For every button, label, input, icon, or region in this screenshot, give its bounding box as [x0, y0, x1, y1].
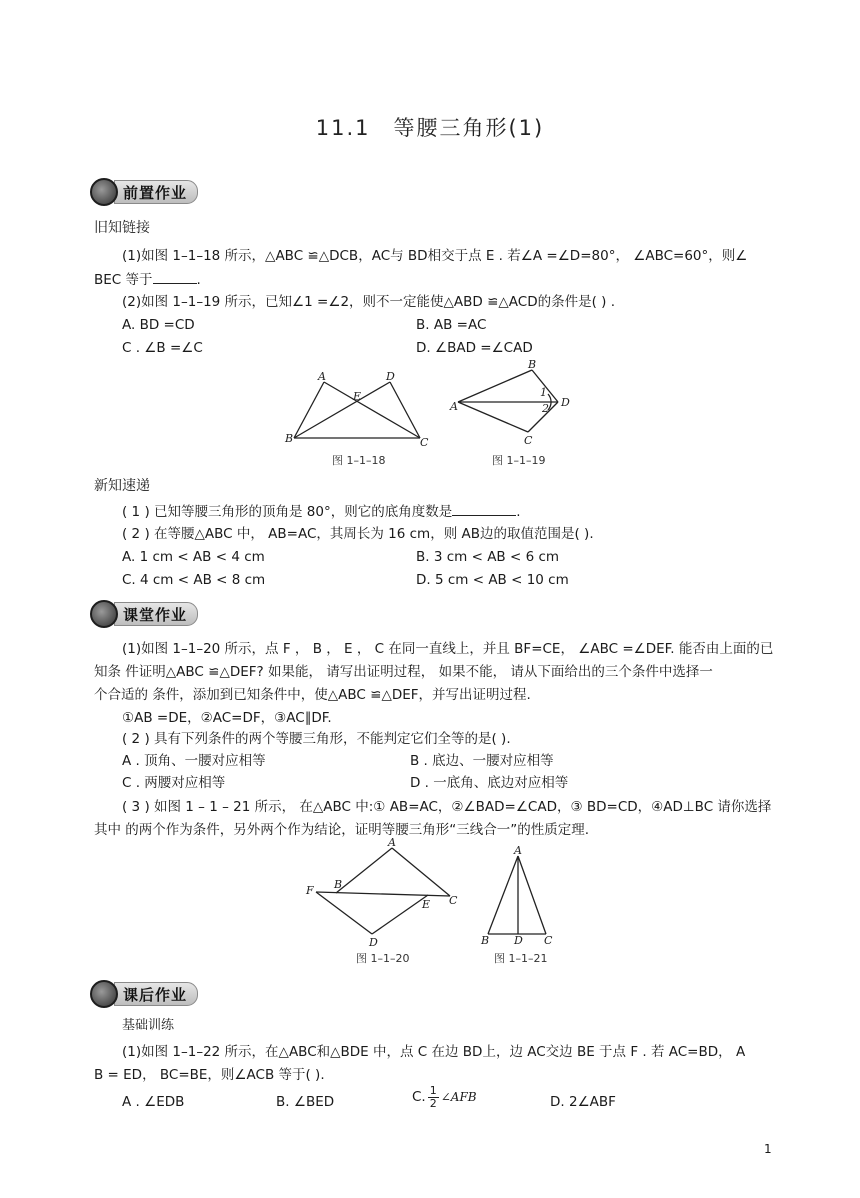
class-q1-line3: 个合适的 条件，添加到已知条件中，使△ABC ≌△DEF，并写出证明过程.: [94, 687, 531, 703]
class-q2-option-d: D . 一底角、底边对应相等: [410, 775, 569, 791]
fig19-label-b: B: [528, 358, 537, 371]
fraction-numerator: 1: [429, 1083, 437, 1097]
fig18-label-a: A: [318, 370, 326, 383]
new-q1-end: .: [516, 504, 521, 520]
class-q2-option-a: A . 顶角、一腰对应相等: [122, 753, 266, 769]
pre-q2-option-a: A. BD =CD: [122, 317, 195, 333]
fig20-label-c: C: [449, 894, 458, 907]
fig20-caption: 图 1–1–20: [356, 952, 410, 965]
pre-q1-line1: (1)如图 1–1–18 所示，△ABC ≌△DCB，AC与 BD相交于点 E . 若∠A =∠D=80°， ∠ABC=60°，则∠: [122, 248, 748, 264]
pre-q1-line2: [94, 269, 201, 290]
post-work-badge: [90, 980, 198, 1008]
new-knowledge-heading: 新知速递: [94, 478, 150, 494]
figure-1-1-18: [282, 366, 432, 450]
basic-training-heading: 基础训练: [122, 1018, 175, 1033]
pre-q2-option-b: B. AB =AC: [416, 317, 487, 333]
class-work-label: 课堂作业: [114, 602, 198, 626]
fig18-label-b: B: [285, 432, 294, 445]
class-q1-conditions: ①AB =DE，②AC=DF，③AC∥DF.: [122, 710, 332, 726]
post-q1-option-a: A . ∠EDB: [122, 1094, 185, 1110]
runner-circle-icon: [90, 980, 118, 1008]
pen-circle-icon: [90, 178, 118, 206]
answer-blank: [153, 269, 197, 284]
class-q3-line1: ( 3 ) 如图 1 – 1 – 21 所示， 在△ABC 中:① AB=AC，②∠BAD=∠CAD，③ BD=CD，④AD⊥BC 请你选择: [122, 799, 772, 815]
fig21-caption: 图 1–1–21: [494, 952, 548, 965]
post-q1-option-b: B. ∠BED: [276, 1094, 335, 1110]
post-q1-line2: B = ED， BC=BE，则∠ACB 等于( ).: [94, 1067, 325, 1083]
class-q2-option-c: C . 两腰对应相等: [122, 775, 226, 791]
one-half-fraction: [428, 1085, 439, 1110]
new-q2-option-c: C. 4 cm < AB < 8 cm: [122, 572, 266, 588]
answer-blank: [452, 501, 516, 516]
fig20-label-d: D: [369, 936, 378, 948]
class-q3-line2: 其中 的两个作为条件，另外两个作为结论，证明等腰三角形“三线合一”的性质定理.: [94, 822, 590, 838]
new-q2: ( 2 ) 在等腰△ABC 中， AB=AC，其周长为 16 cm，则 AB边的取值范围是( ).: [122, 526, 594, 542]
class-q2: ( 2 ) 具有下列条件的两个等腰三角形，不能判定它们全等的是( ).: [122, 731, 511, 747]
fig21-label-b: B: [481, 934, 490, 947]
fig18-caption: 图 1–1–18: [332, 454, 386, 467]
fraction-denominator: 2: [429, 1096, 437, 1110]
page-title: 11.1 等腰三角形(1): [315, 116, 545, 140]
fig18-label-c: C: [420, 436, 429, 449]
fig20-label-e: E: [422, 898, 431, 911]
fig18-label-e: E: [353, 390, 362, 403]
post-q1-option-c-label: C.: [412, 1089, 426, 1105]
pre-q1-line2-text: BEC 等于: [94, 272, 153, 288]
fig19-label-d: D: [561, 396, 570, 409]
post-q1-line1: (1)如图 1–1–22 所示，在△ABC和△BDE 中，点 C 在边 BD上，边 AC交边 BE 于点 F . 若 AC=BD， A: [122, 1044, 746, 1060]
pre-q2: (2)如图 1–1–19 所示，已知∠1 =∠2，则不一定能使△ABD ≌△ACD的条件是( ) .: [122, 294, 616, 310]
fig20-label-f: F: [306, 884, 314, 897]
new-q1-text: ( 1 ) 已知等腰三角形的顶角是 80°，则它的底角度数是: [122, 504, 453, 520]
fig19-label-2: 2: [542, 402, 549, 415]
old-knowledge-heading: 旧知链接: [94, 220, 150, 236]
fig19-caption: 图 1–1–19: [492, 454, 546, 467]
page-number: 1: [764, 1142, 772, 1156]
post-q1-option-d: D. 2∠ABF: [550, 1094, 616, 1110]
class-q1-line2: 知条 件证明△ABC ≌△DEF? 如果能， 请写出证明过程， 如果不能， 请从下面给出的三个条件中选择一: [94, 664, 713, 680]
pre-q1-end: .: [196, 272, 201, 288]
fig19-label-a: A: [450, 400, 458, 413]
class-work-badge: [90, 600, 198, 628]
pre-q2-option-c: C . ∠B =∠C: [122, 340, 203, 356]
fig19-label-1: 1: [540, 386, 547, 399]
fig20-label-b: B: [334, 878, 343, 891]
class-q2-option-b: B . 底边、一腰对应相等: [410, 753, 554, 769]
fig21-label-d: D: [514, 934, 523, 947]
post-work-label: 课后作业: [114, 982, 198, 1006]
figure-1-1-19: [448, 358, 578, 452]
fig19-label-c: C: [524, 434, 533, 447]
new-q2-option-a: A. 1 cm < AB < 4 cm: [122, 549, 265, 565]
post-q1-option-c: [412, 1082, 477, 1112]
fig18-label-d: D: [386, 370, 395, 383]
new-q1: [122, 501, 521, 522]
figure-1-1-20: [300, 836, 464, 948]
fig21-label-c: C: [544, 934, 553, 947]
play-circle-icon: [90, 600, 118, 628]
fig21-label-a: A: [514, 844, 522, 857]
class-q1-line1: (1)如图 1–1–20 所示，点 F ， B ， E ， C 在同一直线上，并且 BF=CE， ∠ABC =∠DEF. 能否由上面的已: [122, 641, 774, 657]
fraction-angle: ∠AFB: [440, 1090, 477, 1104]
new-q2-option-d: D. 5 cm < AB < 10 cm: [416, 572, 569, 588]
pre-work-label: 前置作业: [114, 180, 198, 204]
figure-1-1-21: [478, 844, 558, 948]
pre-q2-option-d: D. ∠BAD =∠CAD: [416, 340, 533, 356]
pre-work-badge: [90, 178, 198, 206]
fig20-label-a: A: [388, 836, 396, 849]
new-q2-option-b: B. 3 cm < AB < 6 cm: [416, 549, 560, 565]
